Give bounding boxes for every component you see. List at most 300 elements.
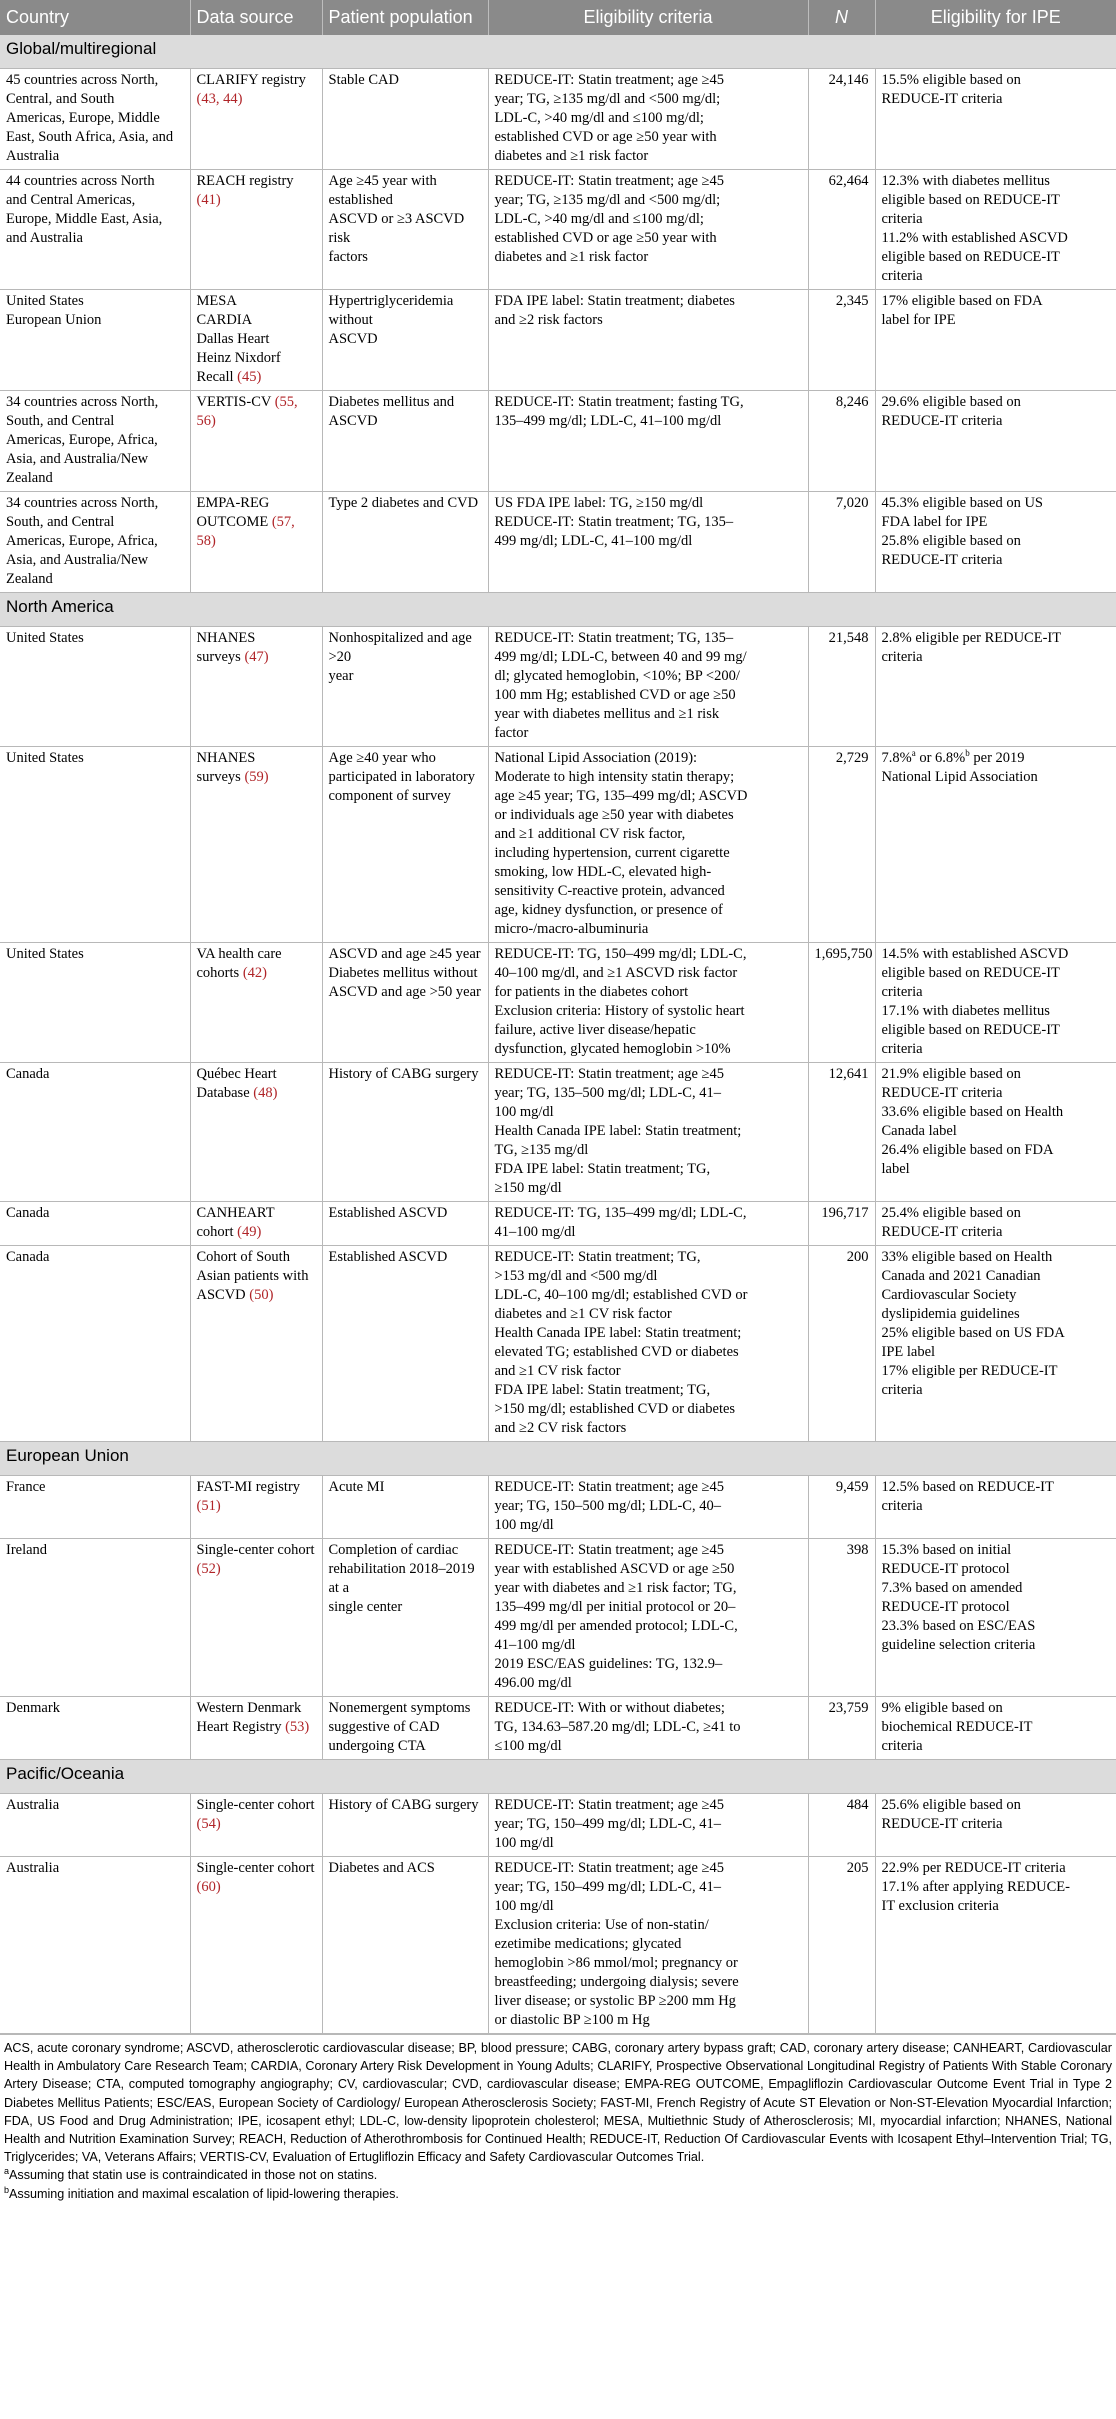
eligibility-criteria-cell-line: REDUCE-IT: Statin treatment; TG,	[494, 1249, 701, 1265]
eligibility-criteria-cell-line: 100 mg/dl	[494, 1517, 554, 1533]
country-cell-line: France	[6, 1479, 46, 1495]
country-cell	[0, 1857, 190, 2034]
ipe-eligibility-cell-line: 45.3% eligible based on US	[881, 495, 1043, 511]
ipe-eligibility-cell-line: 29.6% eligible based on	[881, 394, 1021, 410]
sample-size-cell: 12,641	[808, 1063, 875, 1202]
country-cell-line: Australia	[6, 1860, 60, 1876]
patient-population-cell-line: Diabetes mellitus without	[328, 965, 478, 981]
reference-link[interactable]: (50)	[249, 1287, 274, 1303]
abbreviations-note: ACS, acute coronary syndrome; ASCVD, atherosclerotic cardiovascular disease; BP, blood pressure; CABG, coronary artery bypass graft; CAD, coronary artery disease; CANHEART, Cardiovascular Health in Ambulatory Care Research Team; CARDIA, Coronary Artery Risk Development in Young Adults; CLARIFY, Prospective Observational Longitudinal Registry of Patients With Stable Coronary Artery Disease; CTA, computed tomography angiography; CV, cardiovascular; CVD, cardiovascular disease; EMPA-REG OUTCOME, Empagliflozin Cardiovascular Outcome Event Trial in Type 2 Diabetes Mellitus Patients; ESC/EAS, European Society of Cardiology/ European Atherosclerosis Society; FAST-MI, French Registry of Acute ST Elevation or Non-ST-Elevation Myocardial Infarction; FDA, US Food and Drug Administration; IPE, icosapent ethyl; LDL-C, low-density lipoprotein cholesterol; MESA, Multiethnic Study of Atherosclerosis; MI, myocardial infarction; NHANES, National Health and Nutrition Examination Survey; REACH, Reduction of Atherothrombosis for Continued Health; REDUCE-IT, Reduction Of Cardiovascular Events with Icosapent Ethyl–Intervention Trial; TG, Triglycerides; VA, Veterans Affairs; VERTIS-CV, Evaluation of Ertugliflozin Efficacy and Safety Cardiovascular Outcomes Trial.	[4, 2041, 1112, 2165]
ipe-eligibility-cell-line: REDUCE-IT criteria	[881, 91, 1003, 107]
eligibility-criteria-cell-line: 41–100 mg/dl	[494, 1637, 576, 1653]
ipe-eligibility-cell-line: 25.8% eligible based on	[881, 533, 1021, 549]
reference-wrap	[246, 1287, 274, 1303]
ipe-eligibility-cell	[875, 1476, 1116, 1539]
eligibility-criteria-cell-line: REDUCE-IT: TG, 150–499 mg/dl; LDL-C,	[494, 946, 747, 962]
reference-link[interactable]: (60)	[196, 1879, 221, 1895]
footnote-a	[4, 2166, 1112, 2184]
sample-size-cell: 23,759	[808, 1697, 875, 1760]
patient-population-cell-line: Nonhospitalized and age >20	[328, 630, 476, 665]
country-cell	[0, 943, 190, 1063]
sample-size-cell: 2,729	[808, 747, 875, 943]
ipe-eligibility-cell-line: 17.1% with diabetes mellitus	[881, 1003, 1050, 1019]
ipe-eligibility-cell-line: 15.5% eligible based on	[881, 72, 1021, 88]
ipe-eligibility-cell-line: REDUCE-IT criteria	[881, 1816, 1003, 1832]
eligibility-criteria-cell-line: 499 mg/dl per amended protocol; LDL-C,	[494, 1618, 738, 1634]
reference-wrap	[197, 1498, 221, 1514]
eligibility-criteria-cell-line: year; TG, ≥135 mg/dl and <500 mg/dl;	[494, 192, 721, 208]
eligibility-criteria-cell-line: REDUCE-IT: With or without diabetes;	[494, 1700, 725, 1716]
sample-size-cell: 21,548	[808, 627, 875, 747]
ipe-eligibility-cell-line: Canada label	[881, 1123, 957, 1139]
eligibility-criteria-cell-line: 135–499 mg/dl per initial protocol or 20–	[494, 1599, 736, 1615]
reference-link[interactable]: (55, 56)	[196, 394, 298, 429]
eligibility-criteria-cell-line: and ≥1 CV risk factor	[494, 1363, 621, 1379]
data-source-cell-line: EMPA-REG	[196, 495, 270, 511]
patient-population-cell-line: undergoing CTA	[328, 1738, 426, 1754]
country-cell	[0, 1202, 190, 1246]
country-cell	[0, 1063, 190, 1202]
ipe-eligibility-cell-line: 33.6% eligible based on Health	[881, 1104, 1064, 1120]
data-source-cell-line: Single-center cohort	[196, 1542, 315, 1558]
data-source-cell-line: NHANES	[196, 750, 256, 766]
data-source-cell	[190, 492, 322, 593]
eligibility-criteria-cell-line: REDUCE-IT: Statin treatment; age ≥45	[494, 1542, 725, 1558]
patient-population-cell-line: Acute MI	[328, 1479, 385, 1495]
patient-population-cell	[322, 391, 488, 492]
country-cell-line: Americas, Europe, Middle	[6, 110, 160, 126]
eligibility-criteria-cell-line: 40–100 mg/dl, and ≥1 ASCVD risk factor	[494, 965, 738, 981]
eligibility-criteria-cell-line: LDL-C, 40–100 mg/dl; established CVD or	[494, 1287, 748, 1303]
eligibility-criteria-cell-line: established CVD or age ≥50 year with	[494, 129, 717, 145]
table-header-row	[0, 0, 1116, 35]
ipe-eligibility-cell-line: 33% eligible based on Health	[881, 1249, 1053, 1265]
reference-wrap	[281, 1719, 309, 1735]
country-cell-line: Canada	[6, 1249, 50, 1265]
section-title: Pacific/Oceania	[0, 1760, 1116, 1794]
ipe-eligibility-cell-line: 12.5% based on REDUCE-IT	[881, 1479, 1054, 1495]
reference-link[interactable]: (57, 58)	[196, 514, 295, 549]
country-cell-line: Zealand	[6, 571, 53, 587]
eligibility-criteria-cell-line: 100 mm Hg; established CVD or age ≥50	[494, 687, 736, 703]
section-row	[0, 593, 1116, 627]
data-source-cell	[190, 747, 322, 943]
ipe-eligibility-cell-line: 7.8%$^a$ or 6.8%$^b$ per 2019	[881, 748, 1025, 766]
eligibility-criteria-cell-line: FDA IPE label: Statin treatment; TG,	[494, 1161, 711, 1177]
patient-population-cell	[322, 1794, 488, 1857]
data-source-cell-line: CANHEART	[196, 1205, 275, 1221]
eligibility-criteria-cell-line: year with diabetes and ≥1 risk factor; TG,	[494, 1580, 737, 1596]
eligibility-criteria-cell	[488, 391, 808, 492]
data-source-cell	[190, 69, 322, 170]
patient-population-cell-line: Stable CAD	[328, 72, 399, 88]
eligibility-criteria-cell	[488, 1063, 808, 1202]
country-cell-line: Zealand	[6, 470, 53, 486]
section-row	[0, 1442, 1116, 1476]
data-source-cell-line: Cohort of South	[196, 1249, 290, 1265]
table-row	[0, 1794, 1116, 1857]
reference-link[interactable]: (59)	[244, 769, 269, 785]
table-row	[0, 391, 1116, 492]
country-cell-line: South, and Central	[6, 413, 115, 429]
eligibility-criteria-cell-line: breastfeeding; undergoing dialysis; severe	[494, 1974, 739, 1990]
ipe-eligibility-cell	[875, 1063, 1116, 1202]
data-source-cell-line: MESA	[196, 293, 237, 309]
ipe-eligibility-cell-line: 17% eligible based on FDA	[881, 293, 1043, 309]
eligibility-criteria-cell-line: year; TG, 150–499 mg/dl; LDL-C, 41–	[494, 1816, 721, 1832]
eligibility-criteria-cell	[488, 1246, 808, 1442]
ipe-eligibility-cell	[875, 943, 1116, 1063]
eligibility-criteria-cell-line: LDL-C, >40 mg/dl and ≤100 mg/dl;	[494, 211, 704, 227]
sample-size-cell: 484	[808, 1794, 875, 1857]
country-cell-line: United States	[6, 946, 84, 962]
reference-link[interactable]: (49)	[237, 1224, 262, 1240]
eligibility-criteria-cell	[488, 492, 808, 593]
ipe-eligibility-cell-line: eligible based on REDUCE-IT	[881, 1022, 1060, 1038]
patient-population-cell	[322, 1476, 488, 1539]
data-source-cell-line: Heinz Nixdorf	[196, 350, 281, 366]
eligibility-criteria-cell-line: for patients in the diabetes cohort	[494, 984, 689, 1000]
ipe-eligibility-cell-line: 7.3% based on amended	[881, 1580, 1023, 1596]
sample-size-cell: 200	[808, 1246, 875, 1442]
ipe-eligibility-cell-line: criteria	[881, 211, 923, 227]
ipe-eligibility-cell	[875, 170, 1116, 290]
patient-population-cell-line: ASCVD and age >50 year	[328, 984, 481, 1000]
eligibility-criteria-cell	[488, 1476, 808, 1539]
eligibility-criteria-cell-line: REDUCE-IT: Statin treatment; age ≥45	[494, 1797, 725, 1813]
sample-size-cell: 2,345	[808, 290, 875, 391]
country-cell-line: Americas, Europe, Africa,	[6, 432, 158, 448]
country-cell	[0, 170, 190, 290]
header-data-source: Data source	[190, 0, 322, 35]
footnote-a-text: Assuming that statin use is contraindicated in those not on statins.	[9, 2168, 378, 2183]
country-cell	[0, 290, 190, 391]
eligibility-criteria-cell-line: failure, active liver disease/hepatic	[494, 1022, 696, 1038]
country-cell	[0, 1794, 190, 1857]
eligibility-criteria-cell-line: smoking, low HDL-C, elevated high-	[494, 864, 712, 880]
table-footnotes	[0, 2034, 1116, 2203]
ipe-eligibility-cell-line: eligible based on REDUCE-IT	[881, 965, 1060, 981]
eligibility-criteria-cell-line: year with diabetes mellitus and ≥1 risk	[494, 706, 720, 722]
ipe-eligibility-cell-line: 22.9% per REDUCE-IT criteria	[881, 1860, 1066, 1876]
table-row	[0, 492, 1116, 593]
header-eligibility-for-ipe: Eligibility for IPE	[875, 0, 1116, 35]
eligibility-criteria-cell-line: Moderate to high intensity statin therapy;	[494, 769, 735, 785]
eligibility-criteria-cell-line: National Lipid Association (2019):	[494, 750, 698, 766]
country-cell-line: 34 countries across North,	[6, 495, 159, 511]
eligibility-criteria-cell-line: 499 mg/dl; LDL-C, 41–100 mg/dl	[494, 533, 693, 549]
ipe-eligibility-cell	[875, 1794, 1116, 1857]
section-title: North America	[0, 593, 1116, 627]
data-source-cell-line: Heart Registry	[196, 1719, 282, 1735]
patient-population-cell	[322, 492, 488, 593]
data-source-cell-line: surveys	[196, 769, 241, 785]
eligibility-criteria-cell	[488, 69, 808, 170]
eligibility-criteria-cell	[488, 627, 808, 747]
data-source-cell-line: VERTIS-CV	[196, 394, 272, 410]
ipe-eligibility-cell-line: Cardiovascular Society	[881, 1287, 1017, 1303]
data-source-cell-line: CARDIA	[196, 312, 253, 328]
section-row	[0, 35, 1116, 69]
ipe-eligibility-cell-line: criteria	[881, 649, 923, 665]
eligibility-criteria-cell-line: Health Canada IPE label: Statin treatment;	[494, 1123, 742, 1139]
ipe-eligibility-cell-line: biochemical REDUCE-IT	[881, 1719, 1033, 1735]
reference-link[interactable]: (52)	[196, 1561, 221, 1577]
data-source-cell-line: ASCVD	[196, 1287, 246, 1303]
eligibility-criteria-cell-line: >150 mg/dl; established CVD or diabetes	[494, 1401, 736, 1417]
patient-population-cell	[322, 1063, 488, 1202]
ipe-eligibility-cell-line: REDUCE-IT protocol	[881, 1561, 1010, 1577]
ipe-eligibility-cell-line: 17% eligible per REDUCE-IT	[881, 1363, 1058, 1379]
patient-population-cell-line: ASCVD	[328, 413, 378, 429]
country-cell-line: United States	[6, 293, 84, 309]
data-source-cell-line: NHANES	[196, 630, 256, 646]
ipe-eligibility-cell-line: FDA label for IPE	[881, 514, 988, 530]
eligibility-criteria-cell-line: 100 mg/dl	[494, 1898, 554, 1914]
ipe-eligibility-cell	[875, 1697, 1116, 1760]
data-source-cell	[190, 1476, 322, 1539]
ipe-eligibility-cell-line: 14.5% with established ASCVD	[881, 946, 1069, 962]
eligibility-criteria-cell-line: factor	[494, 725, 529, 741]
country-cell-line: and Australia	[6, 230, 83, 246]
eligibility-criteria-cell	[488, 1857, 808, 2034]
eligibility-criteria-cell-line: or diastolic BP ≥100 m Hg	[494, 2012, 650, 2028]
table-row	[0, 627, 1116, 747]
ipe-eligibility-cell	[875, 492, 1116, 593]
section-title: Global/multiregional	[0, 35, 1116, 69]
eligibility-criteria-cell-line: REDUCE-IT: Statin treatment; fasting TG,	[494, 394, 744, 410]
ipe-eligibility-cell-line: criteria	[881, 1382, 923, 1398]
eligibility-criteria-cell-line: year; TG, 135–500 mg/dl; LDL-C, 41–	[494, 1085, 721, 1101]
ipe-eligibility-cell-line: eligible based on REDUCE-IT	[881, 192, 1060, 208]
eligibility-criteria-cell-line: and ≥2 risk factors	[494, 312, 603, 328]
eligibility-criteria-cell-line: REDUCE-IT: Statin treatment; TG, 135–	[494, 514, 734, 530]
reference-wrap	[197, 1561, 221, 1577]
patient-population-cell	[322, 1539, 488, 1697]
reference-link[interactable]: (51)	[196, 1498, 221, 1514]
table-row	[0, 747, 1116, 943]
eligibility-criteria-cell-line: dysfunction, glycated hemoglobin >10%	[494, 1041, 731, 1057]
data-source-cell-line: FAST-MI registry	[196, 1479, 301, 1495]
footnote-a-marker: a	[4, 2166, 10, 2177]
data-source-cell	[190, 1697, 322, 1760]
patient-population-cell-line: ASCVD or ≥3 ASCVD risk	[328, 211, 468, 246]
reference-link[interactable]: (42)	[242, 965, 267, 981]
eligibility-criteria-cell-line: TG, ≥135 mg/dl	[494, 1142, 589, 1158]
reference-wrap	[239, 965, 267, 981]
ipe-eligibility-cell	[875, 1246, 1116, 1442]
ipe-eligibility-cell	[875, 1539, 1116, 1697]
ipe-eligibility-cell-line: 21.9% eligible based on	[881, 1066, 1021, 1082]
eligibility-criteria-cell	[488, 1202, 808, 1246]
eligibility-criteria-cell	[488, 1539, 808, 1697]
country-cell	[0, 69, 190, 170]
ipe-eligibility-cell-line: National Lipid Association	[881, 769, 1038, 785]
patient-population-cell-line: rehabilitation 2018–2019 at a	[328, 1561, 479, 1596]
data-source-cell	[190, 1063, 322, 1202]
patient-population-cell-line: Diabetes mellitus and	[328, 394, 455, 410]
patient-population-cell-line: factors	[328, 249, 368, 265]
eligibility-criteria-cell-line: REDUCE-IT: Statin treatment; age ≥45	[494, 173, 725, 189]
eligibility-criteria-cell-line: year with established ASCVD or age ≥50	[494, 1561, 735, 1577]
data-source-cell	[190, 1246, 322, 1442]
eligibility-criteria-cell-line: FDA IPE label: Statin treatment; TG,	[494, 1382, 711, 1398]
reference-link[interactable]: (45)	[237, 369, 262, 385]
data-source-cell	[190, 943, 322, 1063]
ipe-eligibility-cell-line: 15.3% based on initial	[881, 1542, 1012, 1558]
country-cell	[0, 1697, 190, 1760]
ipe-eligibility-cell-line: REDUCE-IT protocol	[881, 1599, 1010, 1615]
table-row	[0, 1697, 1116, 1760]
country-cell-line: Australia	[6, 1797, 60, 1813]
data-source-cell	[190, 391, 322, 492]
eligibility-criteria-cell-line: hemoglobin >86 mmol/mol; pregnancy or	[494, 1955, 738, 1971]
table-row	[0, 1063, 1116, 1202]
ipe-eligibility-cell	[875, 747, 1116, 943]
ipe-eligibility-cell-line: 26.4% eligible based on FDA	[881, 1142, 1054, 1158]
patient-population-cell	[322, 747, 488, 943]
ipe-eligibility-cell-line: REDUCE-IT criteria	[881, 552, 1003, 568]
country-cell	[0, 1476, 190, 1539]
reference-wrap	[241, 769, 269, 785]
reference-wrap	[241, 649, 269, 665]
patient-population-cell-line: year	[328, 668, 354, 684]
patient-population-cell-line: participated in laboratory	[328, 769, 476, 785]
eligibility-criteria-cell-line: including hypertension, current cigarette	[494, 845, 730, 861]
reference-wrap	[197, 1816, 221, 1832]
patient-population-cell-line: Established ASCVD	[328, 1249, 448, 1265]
sample-size-cell: 196,717	[808, 1202, 875, 1246]
patient-population-cell-line: Diabetes and ACS	[328, 1860, 435, 1876]
country-cell-line: 45 countries across North,	[6, 72, 159, 88]
eligibility-criteria-cell	[488, 290, 808, 391]
data-source-cell-line: Database	[196, 1085, 250, 1101]
reference-link[interactable]: (47)	[244, 649, 269, 665]
patient-population-cell	[322, 290, 488, 391]
table-row	[0, 290, 1116, 391]
patient-population-cell-line: Type 2 diabetes and CVD	[328, 495, 479, 511]
eligibility-criteria-cell-line: TG, 134.63–587.20 mg/dl; LDL-C, ≥41 to	[494, 1719, 741, 1735]
patient-population-cell-line: ASCVD	[328, 331, 378, 347]
table-row	[0, 1202, 1116, 1246]
eligibility-criteria-cell-line: micro-/macro-albuminuria	[494, 921, 649, 937]
reference-wrap	[197, 192, 221, 208]
data-source-cell	[190, 1794, 322, 1857]
country-cell-line: South, and Central	[6, 514, 115, 530]
reference-link[interactable]: (48)	[253, 1085, 278, 1101]
country-cell-line: Ireland	[6, 1542, 48, 1558]
country-cell-line: Denmark	[6, 1700, 60, 1716]
ipe-eligibility-cell	[875, 1857, 1116, 2034]
ipe-eligibility-cell-line: label	[881, 1161, 910, 1177]
reference-wrap	[197, 91, 243, 107]
data-source-cell-line: CLARIFY registry	[196, 72, 306, 88]
patient-population-cell-line: single center	[328, 1599, 403, 1615]
sample-size-cell: 1,695,750	[808, 943, 875, 1063]
sample-size-cell: 205	[808, 1857, 875, 2034]
eligibility-criteria-cell-line: year; TG, ≥135 mg/dl and <500 mg/dl;	[494, 91, 721, 107]
eligibility-criteria-cell-line: LDL-C, >40 mg/dl and ≤100 mg/dl;	[494, 110, 704, 126]
eligibility-criteria-cell-line: REDUCE-IT: Statin treatment; TG, 135–	[494, 630, 734, 646]
eligibility-criteria-cell-line: 135–499 mg/dl; LDL-C, 41–100 mg/dl	[494, 413, 722, 429]
ipe-eligibility-cell-line: 23.3% based on ESC/EAS	[881, 1618, 1036, 1634]
country-cell-line: United States	[6, 750, 84, 766]
table-row	[0, 69, 1116, 170]
eligibility-criteria-cell-line: >153 mg/dl and <500 mg/dl	[494, 1268, 658, 1284]
country-cell-line: European Union	[6, 312, 102, 328]
reference-wrap	[197, 1879, 221, 1895]
patient-population-cell	[322, 1857, 488, 2034]
sample-size-cell: 9,459	[808, 1476, 875, 1539]
ipe-eligibility-cell-line: criteria	[881, 984, 923, 1000]
patient-population-cell	[322, 943, 488, 1063]
reference-wrap	[250, 1085, 278, 1101]
eligibility-criteria-cell-line: 499 mg/dl; LDL-C, between 40 and 99 mg/	[494, 649, 747, 665]
ipe-eligibility-cell-line: REDUCE-IT criteria	[881, 413, 1003, 429]
eligibility-criteria-cell-line: 100 mg/dl	[494, 1104, 554, 1120]
table-row	[0, 1857, 1116, 2034]
country-cell-line: East, South Africa, Asia, and	[6, 129, 174, 145]
eligibility-criteria-cell	[488, 943, 808, 1063]
sample-size-cell: 7,020	[808, 492, 875, 593]
eligibility-criteria-cell-line: REDUCE-IT: Statin treatment; age ≥45	[494, 1066, 725, 1082]
data-source-cell	[190, 1202, 322, 1246]
eligibility-criteria-cell-line: FDA IPE label: Statin treatment; diabetes	[494, 293, 735, 309]
country-cell-line: Australia	[6, 148, 60, 164]
header-eligibility-criteria: Eligibility criteria	[488, 0, 808, 35]
footnote-b-text: Assuming initiation and maximal escalation of lipid-lowering therapies.	[9, 2186, 399, 2201]
eligibility-criteria-cell-line: diabetes and ≥1 risk factor	[494, 148, 649, 164]
data-source-cell-line: Single-center cohort	[196, 1860, 315, 1876]
ipe-eligibility-cell-line: REDUCE-IT criteria	[881, 1085, 1003, 1101]
patient-population-cell-line: suggestive of CAD	[328, 1719, 440, 1735]
reference-link[interactable]: (41)	[196, 192, 221, 208]
eligibility-criteria-cell-line: US FDA IPE label: TG, ≥150 mg/dl	[494, 495, 704, 511]
header-patient-population: Patient population	[322, 0, 488, 35]
ipe-eligibility-cell-line: guideline selection criteria	[881, 1637, 1036, 1653]
eligibility-criteria-cell-line: elevated TG; established CVD or diabetes	[494, 1344, 739, 1360]
reference-link[interactable]: (53)	[285, 1719, 310, 1735]
ipe-eligibility-cell	[875, 290, 1116, 391]
data-source-cell-line: REACH registry	[196, 173, 294, 189]
patient-population-cell-line: History of CABG surgery	[328, 1797, 479, 1813]
eligibility-criteria-cell-line: or individuals age ≥50 year with diabetes	[494, 807, 734, 823]
country-cell	[0, 747, 190, 943]
reference-wrap	[234, 369, 262, 385]
reference-link[interactable]: (43, 44)	[196, 91, 243, 107]
eligibility-criteria-cell-line: ≤100 mg/dl	[494, 1738, 562, 1754]
header-n: N	[808, 0, 875, 35]
eligibility-criteria-cell	[488, 1697, 808, 1760]
table-body	[0, 35, 1116, 2034]
patient-population-cell-line: Established ASCVD	[328, 1205, 448, 1221]
data-source-cell-line: Western Denmark	[196, 1700, 302, 1716]
reference-link[interactable]: (54)	[196, 1816, 221, 1832]
ipe-eligibility-cell-line: Canada and 2021 Canadian	[881, 1268, 1041, 1284]
table-row	[0, 943, 1116, 1063]
country-cell-line: 34 countries across North,	[6, 394, 159, 410]
eligibility-criteria-cell-line: REDUCE-IT: Statin treatment; age ≥45	[494, 1860, 725, 1876]
country-cell	[0, 391, 190, 492]
data-source-cell	[190, 1857, 322, 2034]
patient-population-cell	[322, 1246, 488, 1442]
table-row	[0, 1476, 1116, 1539]
sample-size-cell: 398	[808, 1539, 875, 1697]
ipe-eligibility-cell-line: 12.3% with diabetes mellitus	[881, 173, 1050, 189]
data-source-cell	[190, 290, 322, 391]
data-source-cell	[190, 627, 322, 747]
ipe-eligibility-cell	[875, 1202, 1116, 1246]
